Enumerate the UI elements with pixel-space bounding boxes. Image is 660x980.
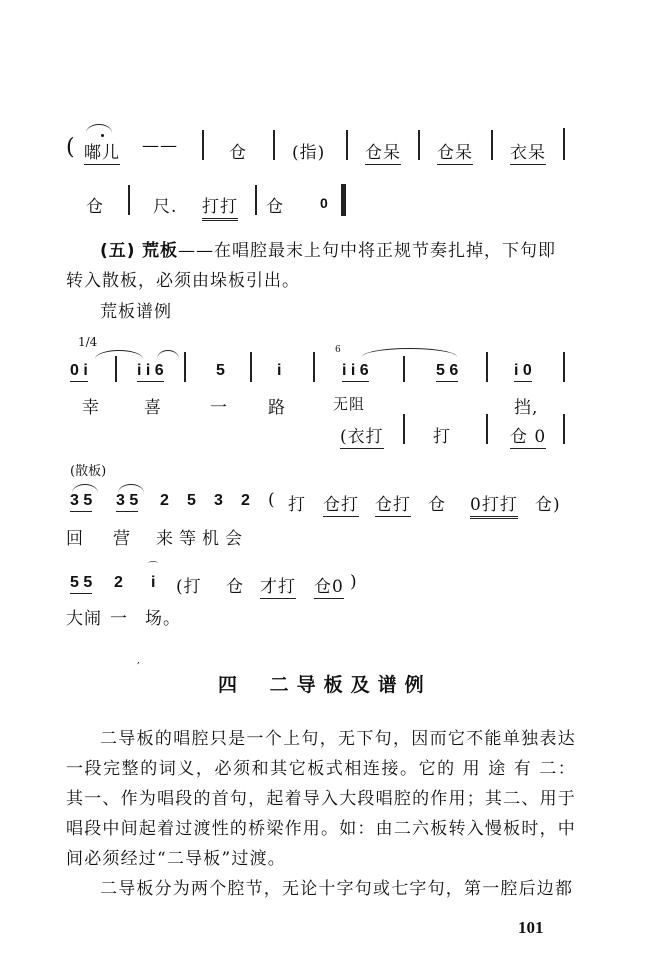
percussion-cell: 打: [288, 495, 306, 515]
bar-line: [128, 185, 130, 215]
note: 2: [160, 492, 169, 509]
percussion-cell: 仓打: [323, 490, 359, 517]
lyric: 会: [225, 529, 243, 549]
score-cell: 0: [320, 195, 328, 211]
bar-line: [491, 130, 493, 160]
grace-note: 6: [335, 345, 341, 355]
percussion-cell: 才打: [260, 572, 296, 599]
section-label: (五): [100, 241, 136, 261]
tempo-label: (散板): [70, 464, 107, 479]
note-group: 5: [216, 362, 225, 379]
bar-line: [115, 356, 117, 382]
bar-line: [202, 130, 204, 160]
score-cell: 仓呆: [365, 138, 401, 165]
percussion-cell: ): [350, 572, 358, 592]
percussion-cell: 打: [433, 427, 451, 447]
fermata-icon: ⌒: [148, 562, 158, 573]
note-group: i i 6: [137, 362, 164, 382]
note-group: 3 5: [70, 492, 92, 512]
bar-line: [403, 356, 405, 382]
note: 2: [114, 574, 123, 591]
lyric: 回: [66, 529, 84, 549]
score-cell: 打打: [202, 192, 238, 221]
bar-line: [403, 414, 405, 444]
percussion-cell: 仓): [535, 495, 561, 515]
note: 3: [214, 492, 223, 509]
note: 2: [241, 492, 250, 509]
slur-mark: [86, 124, 112, 133]
chapter-number: 四: [218, 674, 246, 696]
percussion-cell: 仓: [428, 495, 446, 515]
note-group: 0 i: [70, 362, 88, 382]
bar-line: [313, 352, 315, 382]
bar-line: [563, 352, 565, 382]
bar-line: [418, 130, 420, 160]
score-cell: 仓呆: [437, 138, 473, 165]
percussion-cell: 0打打: [470, 490, 518, 519]
lyric: 挡,: [514, 398, 539, 418]
bar-line: [486, 352, 488, 382]
note-group: 5 6: [436, 362, 458, 382]
lyric: 幸: [82, 398, 100, 418]
slur-mark: [95, 350, 143, 359]
bar-line: [273, 130, 275, 160]
score-cell: 衣呆: [510, 138, 546, 165]
open-paren: (: [66, 135, 76, 160]
section-5-line-1: [100, 236, 556, 261]
paragraph: 二导板分为两个腔节，无论十字句或七字句，第一腔后边都: [100, 879, 574, 899]
lyric: 一: [110, 609, 128, 629]
lyric: 机: [202, 529, 220, 549]
page-number: 101: [518, 918, 544, 937]
section-5-line-2: 转入散板，必须由垛板引出。: [66, 271, 300, 291]
chapter-heading: [218, 670, 432, 697]
lyric: 喜: [144, 398, 162, 418]
lyric: 大闹: [66, 609, 102, 629]
note: i: [151, 574, 156, 591]
score-cell: (指): [292, 143, 326, 163]
note-group: i: [277, 362, 282, 379]
score-cell: ——: [142, 136, 178, 156]
chapter-title: 二导板及谱例: [269, 674, 432, 696]
score-cell: 嘟儿: [84, 138, 120, 165]
note-group: 3 5: [116, 492, 138, 512]
paragraph: 二导板的唱腔只是一个上句，无下句，因而它不能单独表达一段完整的词义，必须和其它板式相连接。它的 用 途 有 二：其一、作为唱段的首句，起着导入大段唱腔的作用；其二、用于唱段中间起着过渡性的桥梁作用。如：由二六板转入慢板时，中间必须经过“二导板”过渡。: [66, 729, 576, 869]
percussion-cell: 仓 0: [510, 422, 546, 449]
lyric: 来: [156, 529, 174, 549]
bar-line: [563, 128, 565, 160]
percussion-cell: 仓0: [314, 572, 344, 599]
section-text: ——在唱腔最末上句中将正规节奏扎掉，下句即: [177, 241, 556, 261]
percussion-cell: 仓: [226, 577, 244, 597]
slur-mark: [362, 348, 457, 357]
score-1: [0, 0, 660, 217]
percussion-cell: (衣打: [340, 422, 384, 449]
lyric: 一: [210, 398, 228, 418]
bar-line: [184, 352, 186, 382]
section-term: 荒板: [141, 241, 178, 261]
percussion-cell: (: [268, 490, 276, 510]
percussion-cell: (打: [176, 577, 202, 597]
final-bar-line: [341, 184, 346, 216]
bar-line: [250, 352, 252, 382]
time-signature: 1/4: [78, 335, 98, 349]
example-title: 荒板谱例: [100, 302, 172, 322]
bar-line: [255, 185, 257, 215]
bar-line: [563, 414, 565, 444]
bar-line: [486, 414, 488, 444]
note-group: i 0: [514, 362, 532, 382]
score-cell: 尺.: [153, 197, 178, 217]
bar-line: [346, 130, 348, 160]
lyric: 路: [268, 398, 286, 418]
note-group: i i 6: [342, 362, 369, 382]
lyric: 场。: [145, 609, 181, 629]
lyric: 营: [113, 529, 131, 549]
score-cell: 仓: [229, 143, 247, 163]
percussion-cell: 仓打: [375, 490, 411, 517]
score-cell: 仓: [266, 197, 284, 217]
lyric: 等: [179, 529, 197, 549]
slur-mark: [157, 350, 179, 359]
note: 5: [187, 492, 196, 509]
stray-mark: ′: [137, 660, 140, 674]
lyric: 无阻: [333, 395, 366, 413]
score-cell: 仓: [86, 197, 104, 217]
note-group: 5 5: [70, 574, 92, 594]
